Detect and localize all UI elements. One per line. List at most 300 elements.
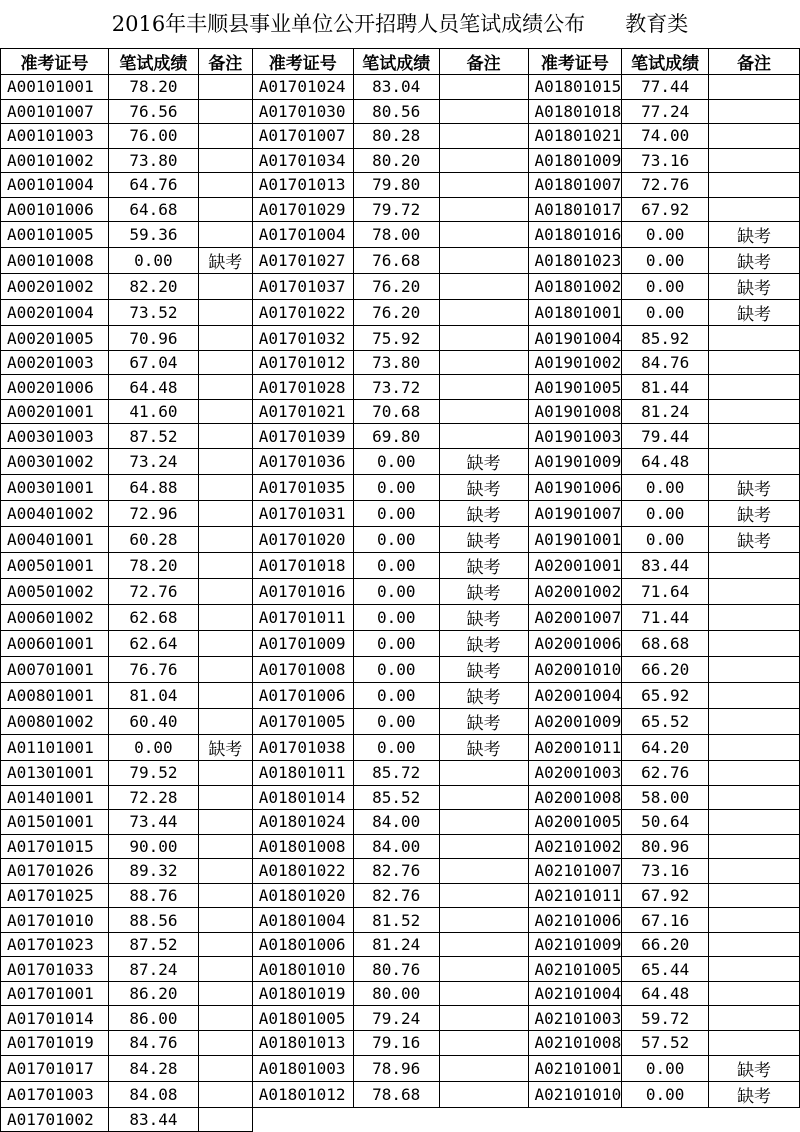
table-row	[1, 424, 800, 449]
empty-cell	[528, 1107, 622, 1132]
exam-id-cell: A01701019	[1, 1031, 109, 1056]
note-cell	[198, 1031, 252, 1056]
note-cell: 缺考	[439, 553, 528, 579]
exam-id-cell: A02101005	[528, 957, 622, 982]
note-cell	[198, 631, 252, 657]
exam-id-cell: A00501001	[1, 553, 109, 579]
table-row	[1, 197, 800, 222]
empty-cell	[252, 1107, 353, 1132]
exam-id-cell: A01801019	[252, 981, 353, 1006]
score-cell: 0.00	[353, 501, 439, 527]
note-cell	[439, 1031, 528, 1056]
note-cell	[709, 785, 800, 810]
score-cell: 84.76	[108, 1031, 198, 1056]
score-cell: 87.52	[108, 932, 198, 957]
exam-id-cell: A01701021	[252, 399, 353, 424]
score-cell: 77.24	[622, 99, 709, 124]
exam-id-cell: A01701009	[252, 631, 353, 657]
exam-id-cell: A02101002	[528, 834, 622, 859]
exam-id-cell: A02101001	[528, 1055, 622, 1081]
score-cell: 79.52	[108, 761, 198, 786]
score-cell: 76.00	[108, 124, 198, 149]
table-row	[1, 75, 800, 100]
note-cell	[198, 810, 252, 835]
note-cell	[709, 99, 800, 124]
exam-id-cell: A02001003	[528, 761, 622, 786]
exam-id-cell: A02001004	[528, 683, 622, 709]
exam-id-cell: A01701034	[252, 148, 353, 173]
table-row	[1, 579, 800, 605]
note-cell	[709, 148, 800, 173]
table-row	[1, 631, 800, 657]
exam-id-cell: A01701025	[1, 883, 109, 908]
exam-id-cell: A01901005	[528, 375, 622, 400]
score-cell: 73.80	[108, 148, 198, 173]
exam-id-cell: A01701038	[252, 735, 353, 761]
note-cell	[439, 1081, 528, 1107]
score-cell: 67.92	[622, 197, 709, 222]
score-cell: 80.00	[353, 981, 439, 1006]
table-row	[1, 834, 800, 859]
exam-id-cell: A01701029	[252, 197, 353, 222]
note-cell: 缺考	[709, 1055, 800, 1081]
score-cell: 78.00	[353, 222, 439, 248]
score-cell: 80.96	[622, 834, 709, 859]
exam-id-cell: A01901009	[528, 449, 622, 475]
note-cell	[709, 197, 800, 222]
note-cell	[709, 579, 800, 605]
exam-id-cell: A01701006	[252, 683, 353, 709]
table-row	[1, 683, 800, 709]
exam-id-cell: A01701010	[1, 908, 109, 933]
exam-id-cell: A02001007	[528, 605, 622, 631]
exam-id-cell: A00601002	[1, 605, 109, 631]
note-cell	[709, 834, 800, 859]
score-cell: 64.76	[108, 173, 198, 198]
exam-id-cell: A02101007	[528, 859, 622, 884]
score-cell: 50.64	[622, 810, 709, 835]
note-cell: 缺考	[439, 475, 528, 501]
note-cell	[198, 274, 252, 300]
table-row	[1, 957, 800, 982]
score-cell: 80.20	[353, 148, 439, 173]
table-row	[1, 326, 800, 351]
note-cell	[439, 274, 528, 300]
exam-id-cell: A00201005	[1, 326, 109, 351]
note-cell	[709, 957, 800, 982]
note-cell	[439, 173, 528, 198]
score-cell: 87.24	[108, 957, 198, 982]
note-cell	[439, 248, 528, 274]
score-cell: 62.76	[622, 761, 709, 786]
exam-id-cell: A02101004	[528, 981, 622, 1006]
table-row	[1, 981, 800, 1006]
score-cell: 0.00	[353, 657, 439, 683]
note-cell	[709, 399, 800, 424]
note-cell	[709, 375, 800, 400]
exam-id-cell: A01701018	[252, 553, 353, 579]
note-cell	[439, 375, 528, 400]
score-cell: 72.28	[108, 785, 198, 810]
header-note: 备注	[709, 49, 800, 75]
exam-id-cell: A01801012	[252, 1081, 353, 1107]
exam-id-cell: A01801002	[528, 274, 622, 300]
note-cell: 缺考	[709, 527, 800, 553]
exam-id-cell: A02001005	[528, 810, 622, 835]
exam-id-cell: A01501001	[1, 810, 109, 835]
score-cell: 0.00	[622, 248, 709, 274]
note-cell	[198, 957, 252, 982]
exam-id-cell: A01801024	[252, 810, 353, 835]
score-cell: 78.20	[108, 553, 198, 579]
note-cell	[198, 761, 252, 786]
exam-id-cell: A01801014	[252, 785, 353, 810]
note-cell: 缺考	[709, 248, 800, 274]
note-cell	[709, 449, 800, 475]
score-cell: 0.00	[353, 579, 439, 605]
score-cell: 83.44	[108, 1107, 198, 1132]
exam-id-cell: A01701039	[252, 424, 353, 449]
exam-id-cell: A01801008	[252, 834, 353, 859]
score-cell: 72.76	[622, 173, 709, 198]
exam-id-cell: A01701024	[252, 75, 353, 100]
score-cell: 79.44	[622, 424, 709, 449]
exam-id-cell: A00801001	[1, 683, 109, 709]
exam-id-cell: A01801021	[528, 124, 622, 149]
score-cell: 79.24	[353, 1006, 439, 1031]
score-cell: 76.76	[108, 657, 198, 683]
exam-id-cell: A01701011	[252, 605, 353, 631]
score-cell: 79.72	[353, 197, 439, 222]
exam-id-cell: A01701022	[252, 300, 353, 326]
exam-id-cell: A01701013	[252, 173, 353, 198]
score-cell: 81.24	[622, 399, 709, 424]
exam-id-cell: A02001002	[528, 579, 622, 605]
exam-id-cell: A01701007	[252, 124, 353, 149]
note-cell	[439, 326, 528, 351]
score-cell: 0.00	[353, 449, 439, 475]
exam-id-cell: A01701020	[252, 527, 353, 553]
exam-id-cell: A02101009	[528, 932, 622, 957]
score-cell: 64.88	[108, 475, 198, 501]
note-cell: 缺考	[439, 709, 528, 735]
exam-id-cell: A02001006	[528, 631, 622, 657]
note-cell: 缺考	[198, 248, 252, 274]
exam-id-cell: A01801015	[528, 75, 622, 100]
exam-id-cell: A01901004	[528, 326, 622, 351]
header-score: 笔试成绩	[622, 49, 709, 75]
exam-id-cell: A01901006	[528, 475, 622, 501]
note-cell	[439, 834, 528, 859]
exam-id-cell: A01701028	[252, 375, 353, 400]
table-row	[1, 785, 800, 810]
exam-id-cell: A01901001	[528, 527, 622, 553]
table-row	[1, 1055, 800, 1081]
score-cell: 57.52	[622, 1031, 709, 1056]
note-cell	[709, 124, 800, 149]
exam-id-cell: A01701016	[252, 579, 353, 605]
exam-id-cell: A00101008	[1, 248, 109, 274]
score-cell: 73.24	[108, 449, 198, 475]
note-cell: 缺考	[709, 222, 800, 248]
note-cell	[198, 1107, 252, 1132]
note-cell	[439, 222, 528, 248]
score-cell: 64.48	[622, 981, 709, 1006]
note-cell: 缺考	[439, 449, 528, 475]
note-cell	[198, 222, 252, 248]
exam-id-cell: A00201002	[1, 274, 109, 300]
note-cell	[439, 957, 528, 982]
table-row	[1, 1107, 800, 1132]
score-cell: 73.16	[622, 148, 709, 173]
score-cell: 73.44	[108, 810, 198, 835]
exam-id-cell: A01101001	[1, 735, 109, 761]
exam-id-cell: A00101003	[1, 124, 109, 149]
score-cell: 71.64	[622, 579, 709, 605]
table-row	[1, 1006, 800, 1031]
exam-id-cell: A02101003	[528, 1006, 622, 1031]
note-cell	[198, 657, 252, 683]
exam-id-cell: A01701003	[1, 1081, 109, 1107]
note-cell	[709, 605, 800, 631]
exam-id-cell: A00301001	[1, 475, 109, 501]
score-cell: 0.00	[108, 248, 198, 274]
exam-id-cell: A00701001	[1, 657, 109, 683]
table-row	[1, 99, 800, 124]
exam-id-cell: A01701033	[1, 957, 109, 982]
empty-cell	[709, 1107, 800, 1132]
table-row	[1, 908, 800, 933]
exam-id-cell: A00101007	[1, 99, 109, 124]
table-row	[1, 475, 800, 501]
score-cell: 0.00	[353, 709, 439, 735]
note-cell	[439, 197, 528, 222]
score-cell: 88.56	[108, 908, 198, 933]
score-cell: 84.28	[108, 1055, 198, 1081]
exam-id-cell: A01801018	[528, 99, 622, 124]
table-row	[1, 1081, 800, 1107]
score-cell: 79.16	[353, 1031, 439, 1056]
exam-id-cell: A00601001	[1, 631, 109, 657]
note-cell	[709, 735, 800, 761]
score-cell: 70.68	[353, 399, 439, 424]
note-cell	[198, 475, 252, 501]
note-cell: 缺考	[198, 735, 252, 761]
exam-id-cell: A01801016	[528, 222, 622, 248]
score-cell: 41.60	[108, 399, 198, 424]
score-cell: 80.76	[353, 957, 439, 982]
score-cell: 0.00	[353, 475, 439, 501]
note-cell	[198, 932, 252, 957]
note-cell	[439, 75, 528, 100]
score-cell: 0.00	[622, 527, 709, 553]
note-cell	[198, 399, 252, 424]
note-cell	[709, 908, 800, 933]
table-row	[1, 222, 800, 248]
table-row	[1, 274, 800, 300]
note-cell	[198, 75, 252, 100]
note-cell	[198, 1055, 252, 1081]
header-score: 笔试成绩	[353, 49, 439, 75]
note-cell: 缺考	[439, 527, 528, 553]
score-cell: 0.00	[353, 631, 439, 657]
note-cell	[439, 932, 528, 957]
score-cell: 84.76	[622, 350, 709, 375]
exam-id-cell: A02101008	[528, 1031, 622, 1056]
exam-id-cell: A00401001	[1, 527, 109, 553]
score-cell: 76.20	[353, 300, 439, 326]
score-cell: 0.00	[622, 300, 709, 326]
note-cell	[198, 709, 252, 735]
score-cell: 67.04	[108, 350, 198, 375]
score-cell: 71.44	[622, 605, 709, 631]
note-cell	[709, 424, 800, 449]
exam-id-cell: A00101001	[1, 75, 109, 100]
header-exam-id: 准考证号	[1, 49, 109, 75]
note-cell	[439, 148, 528, 173]
note-cell	[198, 173, 252, 198]
table-row	[1, 859, 800, 884]
score-cell: 80.28	[353, 124, 439, 149]
table-row	[1, 375, 800, 400]
score-cell: 0.00	[622, 475, 709, 501]
exam-id-cell: A01801003	[252, 1055, 353, 1081]
score-cell: 70.96	[108, 326, 198, 351]
note-cell	[709, 173, 800, 198]
score-cell: 59.36	[108, 222, 198, 248]
exam-id-cell: A01701037	[252, 274, 353, 300]
exam-id-cell: A01701023	[1, 932, 109, 957]
score-cell: 83.44	[622, 553, 709, 579]
score-cell: 88.76	[108, 883, 198, 908]
title-text: 2016年丰顺县事业单位公开招聘人员笔试成绩公布	[111, 12, 586, 36]
note-cell	[198, 834, 252, 859]
note-cell: 缺考	[439, 501, 528, 527]
exam-id-cell: A01801023	[528, 248, 622, 274]
note-cell	[198, 785, 252, 810]
exam-id-cell: A02001010	[528, 657, 622, 683]
score-cell: 85.52	[353, 785, 439, 810]
note-cell	[198, 350, 252, 375]
note-cell: 缺考	[439, 579, 528, 605]
note-cell	[198, 326, 252, 351]
note-cell	[439, 761, 528, 786]
note-cell	[709, 657, 800, 683]
table-row	[1, 173, 800, 198]
score-cell: 0.00	[108, 735, 198, 761]
score-cell: 76.20	[353, 274, 439, 300]
table-row	[1, 761, 800, 786]
note-cell	[439, 810, 528, 835]
note-cell	[709, 859, 800, 884]
note-cell	[198, 501, 252, 527]
exam-id-cell: A01901003	[528, 424, 622, 449]
score-cell: 67.16	[622, 908, 709, 933]
score-cell: 75.92	[353, 326, 439, 351]
score-cell: 73.80	[353, 350, 439, 375]
header-exam-id: 准考证号	[252, 49, 353, 75]
note-cell	[439, 424, 528, 449]
note-cell	[198, 605, 252, 631]
score-cell: 0.00	[622, 1081, 709, 1107]
exam-id-cell: A00801002	[1, 709, 109, 735]
exam-id-cell: A01901008	[528, 399, 622, 424]
exam-id-cell: A01801011	[252, 761, 353, 786]
score-cell: 68.68	[622, 631, 709, 657]
header-exam-id: 准考证号	[528, 49, 622, 75]
exam-id-cell: A01801022	[252, 859, 353, 884]
exam-id-cell: A01701017	[1, 1055, 109, 1081]
score-cell: 81.44	[622, 375, 709, 400]
note-cell	[709, 761, 800, 786]
exam-id-cell: A01701012	[252, 350, 353, 375]
table-row	[1, 932, 800, 957]
note-cell	[709, 981, 800, 1006]
score-cell: 60.28	[108, 527, 198, 553]
note-cell: 缺考	[709, 1081, 800, 1107]
note-cell	[439, 399, 528, 424]
exam-id-cell: A02101006	[528, 908, 622, 933]
exam-id-cell: A01801020	[252, 883, 353, 908]
score-cell: 84.00	[353, 834, 439, 859]
score-cell: 72.96	[108, 501, 198, 527]
score-cell: 64.68	[108, 197, 198, 222]
score-cell: 76.56	[108, 99, 198, 124]
exam-id-cell: A01801013	[252, 1031, 353, 1056]
note-cell	[439, 785, 528, 810]
score-cell: 83.04	[353, 75, 439, 100]
note-cell	[439, 1055, 528, 1081]
note-cell	[198, 579, 252, 605]
score-cell: 87.52	[108, 424, 198, 449]
note-cell	[198, 197, 252, 222]
exam-id-cell: A01801004	[252, 908, 353, 933]
score-cell: 90.00	[108, 834, 198, 859]
score-cell: 78.96	[353, 1055, 439, 1081]
note-cell: 缺考	[439, 631, 528, 657]
exam-id-cell: A01701015	[1, 834, 109, 859]
table-row	[1, 124, 800, 149]
note-cell	[709, 326, 800, 351]
note-cell	[198, 99, 252, 124]
score-cell: 82.76	[353, 883, 439, 908]
score-cell: 0.00	[622, 274, 709, 300]
score-cell: 60.40	[108, 709, 198, 735]
note-cell: 缺考	[709, 501, 800, 527]
exam-id-cell: A01701030	[252, 99, 353, 124]
empty-cell	[353, 1107, 439, 1132]
score-cell: 64.48	[108, 375, 198, 400]
note-cell	[439, 908, 528, 933]
score-cell: 62.68	[108, 605, 198, 631]
score-cell: 0.00	[622, 501, 709, 527]
exam-id-cell: A01701035	[252, 475, 353, 501]
exam-id-cell: A01801017	[528, 197, 622, 222]
note-cell	[198, 683, 252, 709]
table-row	[1, 300, 800, 326]
score-cell: 73.16	[622, 859, 709, 884]
table-row	[1, 657, 800, 683]
note-cell: 缺考	[709, 274, 800, 300]
note-cell: 缺考	[439, 735, 528, 761]
header-row	[1, 49, 800, 75]
exam-id-cell: A00201006	[1, 375, 109, 400]
table-row	[1, 350, 800, 375]
note-cell	[709, 1006, 800, 1031]
score-cell: 84.00	[353, 810, 439, 835]
exam-id-cell: A01701032	[252, 326, 353, 351]
header-note: 备注	[198, 49, 252, 75]
